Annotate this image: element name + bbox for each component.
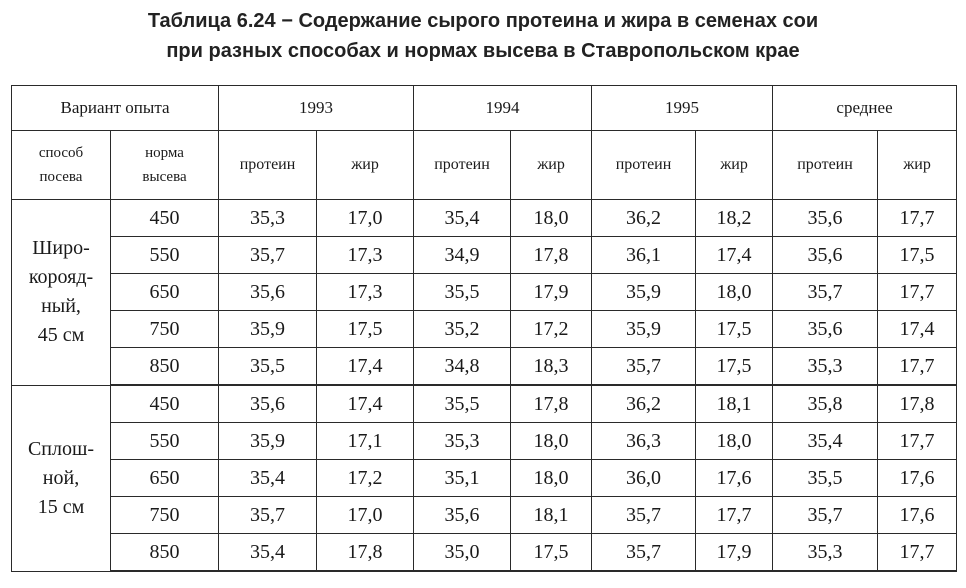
sowing-method-line: Широ- [32,237,90,260]
sowing-method-cell [12,385,111,571]
protein-value-cell: 35,9 [592,311,696,348]
fat-value-cell: 17,5 [696,348,773,386]
protein-value-cell: 35,0 [414,534,511,572]
protein-value-cell: 34,9 [414,237,511,274]
fat-value-cell: 17,5 [696,311,773,348]
protein-value-cell: 35,7 [773,274,878,311]
fat-value-cell: 17,9 [511,274,592,311]
protein-value-cell: 35,4 [414,200,511,237]
fat-value-cell: 18,1 [696,385,773,423]
fat-value-cell: 17,3 [317,274,414,311]
protein-value-cell: 36,2 [592,385,696,423]
fat-value-cell: 17,5 [317,311,414,348]
sowing-method-line: 15 см [37,495,85,518]
fat-value-cell: 18,0 [696,274,773,311]
protein-value-cell: 35,6 [219,274,317,311]
seeding-rate-cell: 650 [111,274,219,311]
fat-value-cell: 17,2 [511,311,592,348]
protein-value-cell: 35,5 [219,348,317,386]
fat-value-cell: 17,0 [317,200,414,237]
header-fat-1995: жир [696,131,773,200]
sowing-method-cell [12,200,111,386]
table-row [12,200,957,237]
header-method-line-2: посева [39,169,83,185]
protein-value-cell: 35,3 [414,423,511,460]
fat-value-cell: 17,4 [317,348,414,386]
sowing-method-line: ный, [41,295,81,318]
table-row [12,274,957,311]
fat-value-cell: 17,0 [317,497,414,534]
fat-value-cell: 17,8 [511,237,592,274]
table-body [12,200,957,572]
sowing-method-line: 45 см [37,324,85,347]
data-table [11,85,957,572]
protein-value-cell: 35,7 [219,497,317,534]
header-rate [111,131,219,200]
protein-value-cell: 35,7 [592,497,696,534]
fat-value-cell: 17,7 [696,497,773,534]
table-row [12,385,957,423]
fat-value-cell: 17,6 [878,460,957,497]
header-protein-1995: протеин [592,131,696,200]
fat-value-cell: 17,8 [878,385,957,423]
protein-value-cell: 35,9 [219,423,317,460]
protein-value-cell: 35,3 [773,534,878,572]
protein-value-cell: 35,4 [219,534,317,572]
caption-line-2: при разных способах и нормах высева в Ставропольском крае [166,40,800,62]
fat-value-cell: 17,7 [878,423,957,460]
header-method-line-1: способ [38,145,84,161]
protein-value-cell: 35,6 [773,237,878,274]
header-rate-line-1: норма [145,145,184,161]
protein-value-cell: 35,3 [773,348,878,386]
seeding-rate-cell: 850 [111,534,219,572]
protein-value-cell: 35,4 [219,460,317,497]
fat-value-cell: 17,5 [511,534,592,572]
seeding-rate-cell: 550 [111,423,219,460]
fat-value-cell: 18,0 [511,423,592,460]
table-caption [0,6,966,66]
table-row [12,534,957,572]
table-row [12,237,957,274]
protein-value-cell: 35,6 [773,200,878,237]
header-row-1 [12,86,957,131]
table-row [12,348,957,386]
protein-value-cell: 35,7 [773,497,878,534]
fat-value-cell: 17,1 [317,423,414,460]
header-row-2 [12,131,957,200]
fat-value-cell: 17,4 [696,237,773,274]
fat-value-cell: 17,8 [511,385,592,423]
table-row [12,460,957,497]
protein-value-cell: 35,9 [219,311,317,348]
header-average: среднее [773,86,957,131]
header-rate-line-2: высева [142,169,187,185]
fat-value-cell: 17,6 [878,497,957,534]
fat-value-cell: 17,4 [317,385,414,423]
seeding-rate-cell: 650 [111,460,219,497]
sowing-method-line: ной, [42,466,80,489]
sowing-method-line: Сплош- [27,437,95,460]
protein-value-cell: 35,8 [773,385,878,423]
fat-value-cell: 17,7 [878,348,957,386]
table-row [12,423,957,460]
fat-value-cell: 18,1 [511,497,592,534]
header-fat-1993: жир [317,131,414,200]
header-variant: Вариант опыта [12,86,219,131]
header-protein-1994: протеин [414,131,511,200]
protein-value-cell: 35,1 [414,460,511,497]
table-row [12,497,957,534]
protein-value-cell: 35,5 [414,385,511,423]
protein-value-cell: 35,5 [773,460,878,497]
seeding-rate-cell: 850 [111,348,219,386]
fat-value-cell: 18,0 [511,200,592,237]
fat-value-cell: 17,9 [696,534,773,572]
protein-value-cell: 35,5 [414,274,511,311]
protein-value-cell: 35,7 [592,534,696,572]
protein-value-cell: 36,0 [592,460,696,497]
fat-value-cell: 17,6 [696,460,773,497]
header-year-1994: 1994 [414,86,592,131]
header-method [12,131,111,200]
caption-line-1: Таблица 6.24 − Содержание сырого протеина и жира в семенах сои [147,10,819,32]
seeding-rate-cell: 450 [111,200,219,237]
fat-value-cell: 17,4 [878,311,957,348]
fat-value-cell: 17,7 [878,534,957,572]
protein-value-cell: 35,4 [773,423,878,460]
protein-value-cell: 35,7 [219,237,317,274]
protein-value-cell: 35,6 [414,497,511,534]
header-protein-1993: протеин [219,131,317,200]
protein-value-cell: 35,9 [592,274,696,311]
fat-value-cell: 17,2 [317,460,414,497]
protein-value-cell: 35,7 [592,348,696,386]
fat-value-cell: 17,7 [878,200,957,237]
header-fat-1994: жир [511,131,592,200]
fat-value-cell: 18,3 [511,348,592,386]
seeding-rate-cell: 450 [111,385,219,423]
header-year-1993: 1993 [219,86,414,131]
seeding-rate-cell: 750 [111,497,219,534]
protein-value-cell: 36,1 [592,237,696,274]
fat-value-cell: 18,0 [511,460,592,497]
protein-value-cell: 34,8 [414,348,511,386]
protein-value-cell: 35,6 [773,311,878,348]
table-row [12,311,957,348]
fat-value-cell: 17,7 [878,274,957,311]
protein-value-cell: 36,2 [592,200,696,237]
header-protein-average: протеин [773,131,878,200]
header-fat-average: жир [878,131,957,200]
protein-value-cell: 35,6 [219,385,317,423]
fat-value-cell: 17,8 [317,534,414,572]
header-year-1995: 1995 [592,86,773,131]
protein-value-cell: 35,3 [219,200,317,237]
fat-value-cell: 17,3 [317,237,414,274]
protein-value-cell: 35,2 [414,311,511,348]
fat-value-cell: 18,0 [696,423,773,460]
seeding-rate-cell: 750 [111,311,219,348]
fat-value-cell: 18,2 [696,200,773,237]
sowing-method-line: корояд- [28,266,94,289]
protein-value-cell: 36,3 [592,423,696,460]
seeding-rate-cell: 550 [111,237,219,274]
fat-value-cell: 17,5 [878,237,957,274]
